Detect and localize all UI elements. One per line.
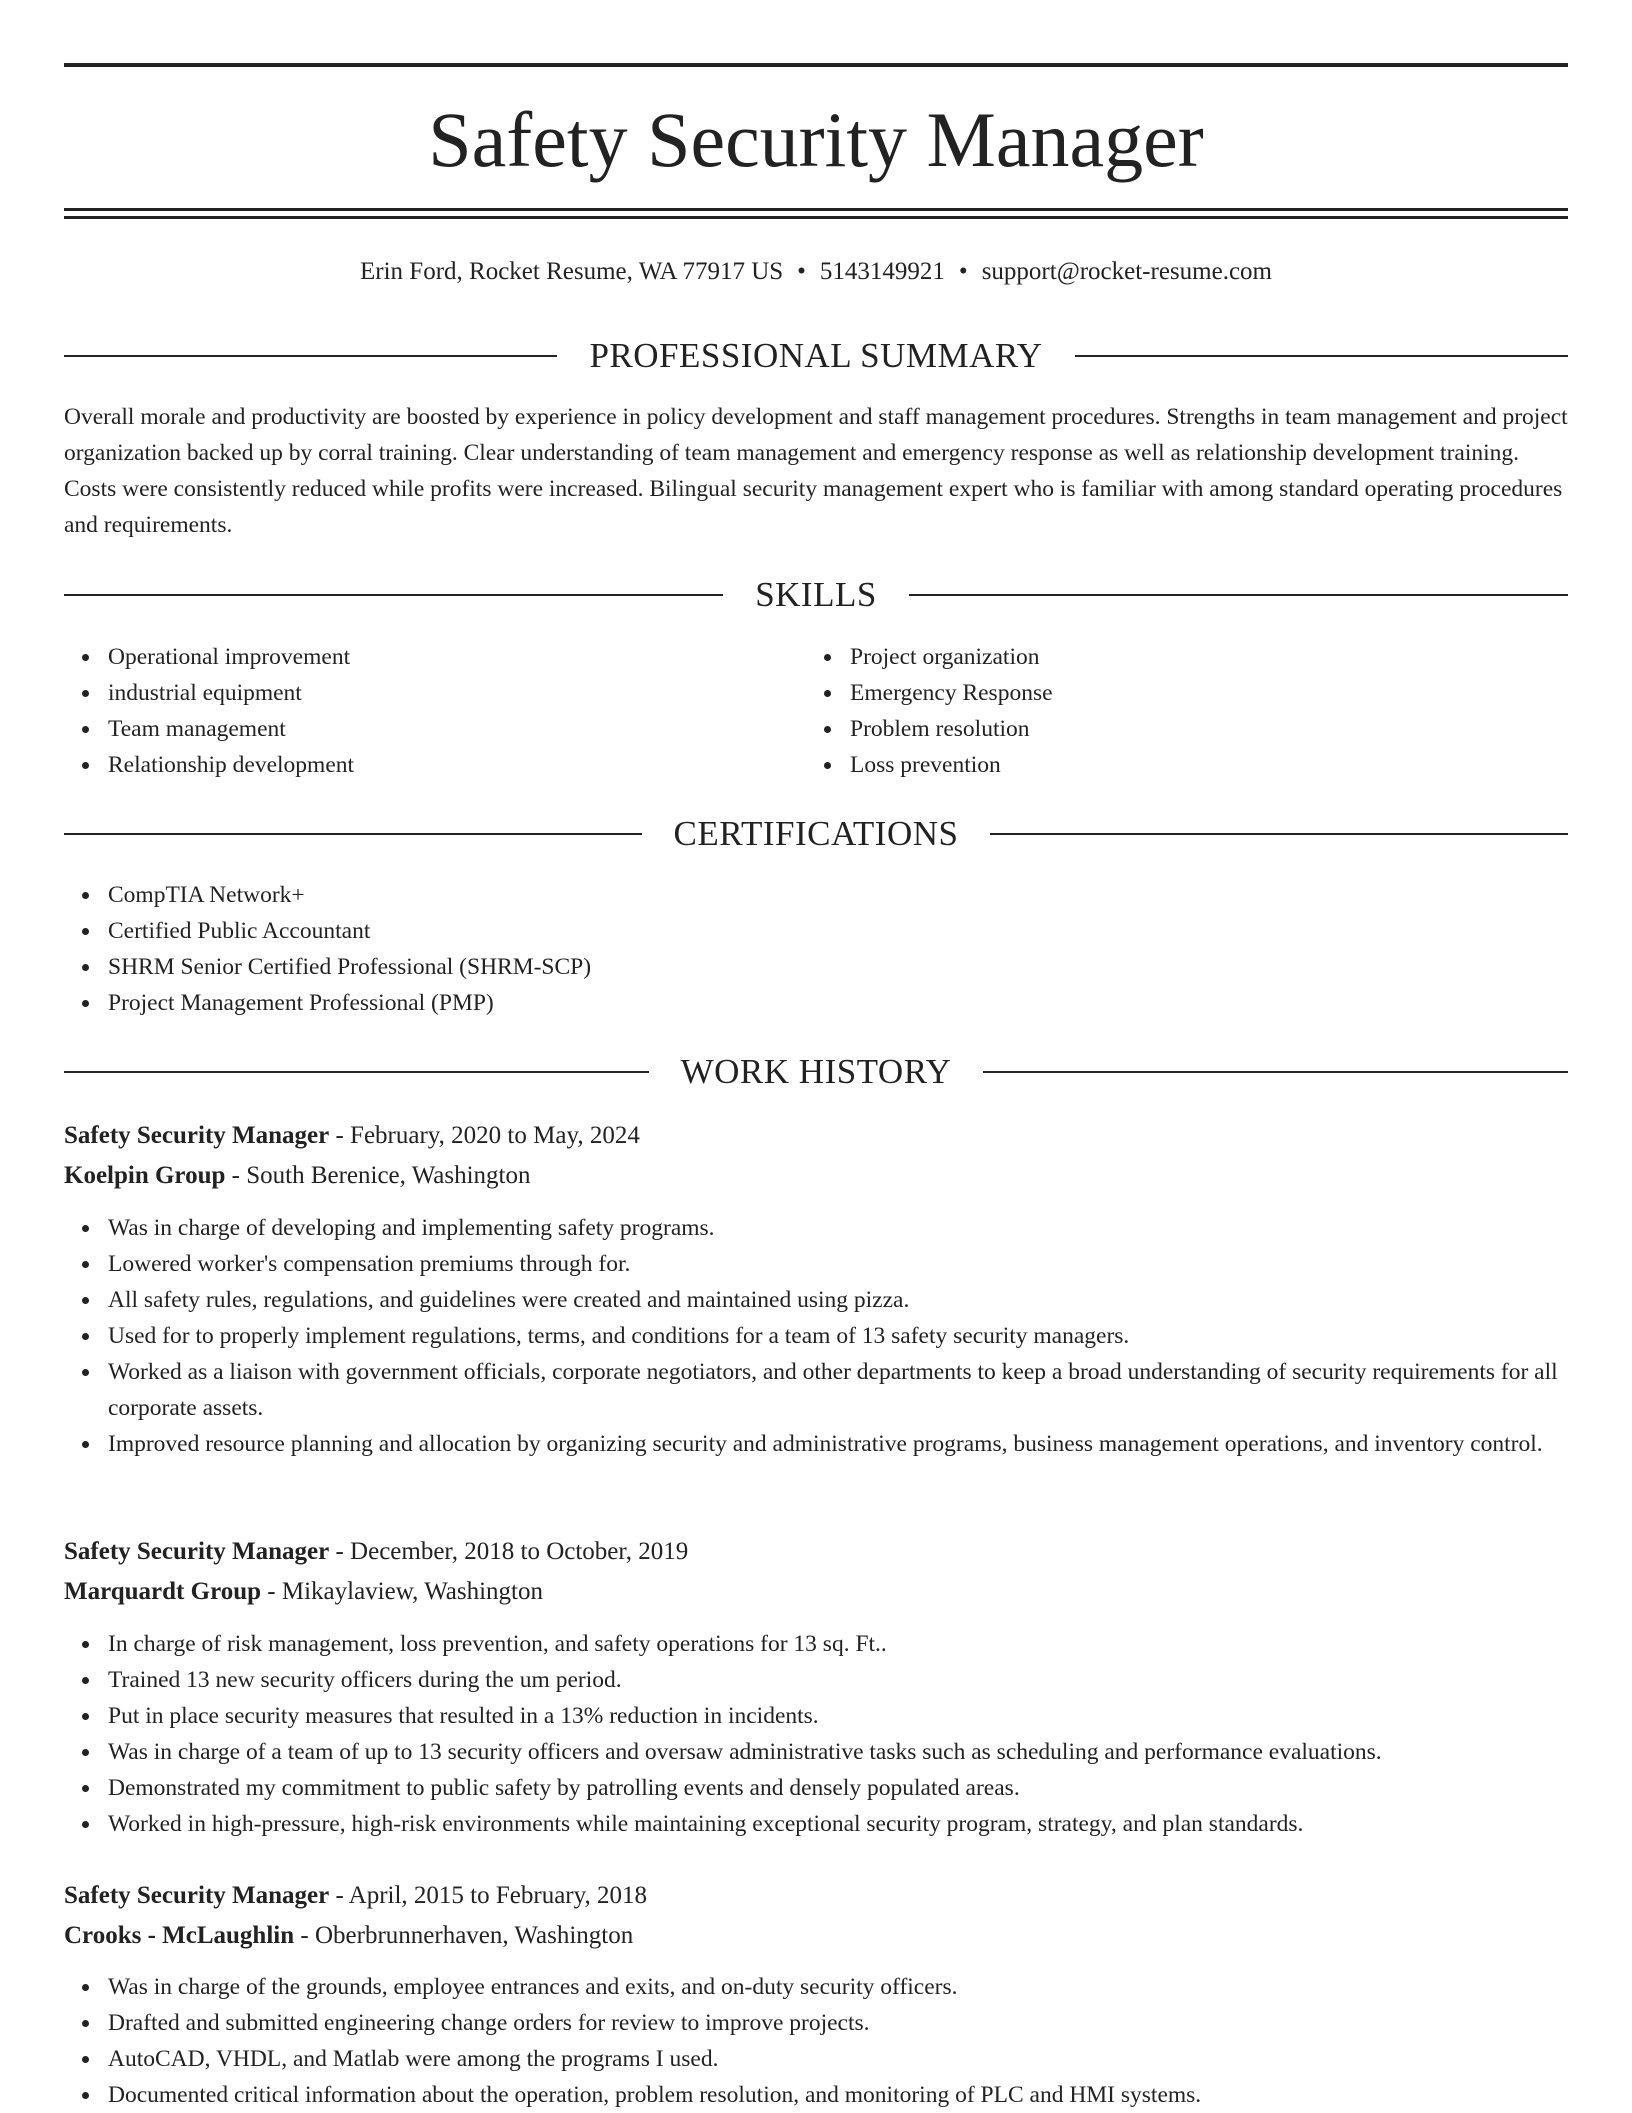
- job-bullet: Worked in high-pressure, high-risk environments while maintaining exceptional security program, strategy, and plan standards.: [108, 1806, 1568, 1842]
- job-bullet: Drafted and submitted engineering change orders for review to improve projects.: [108, 2005, 1568, 2041]
- job-company: Crooks - McLaughlin: [64, 1922, 295, 1949]
- contact-line: [64, 254, 1568, 290]
- job-company-line: [64, 1156, 1568, 1196]
- job-location: - Oberbrunnerhaven, Washington: [300, 1922, 634, 1949]
- job-title: Safety Security Manager: [64, 1122, 330, 1149]
- section-title: CERTIFICATIONS: [673, 814, 959, 853]
- job-location: - South Berenice, Washington: [231, 1162, 531, 1189]
- skill-item: Project organization: [850, 639, 1550, 675]
- job-bullets: [64, 1210, 1568, 1462]
- header-top-rule: [64, 63, 1568, 67]
- summary-text: Overall morale and productivity are boosted by experience in policy development and staff management procedures. Strengths in team management and project organization backed up by corral training. Clear understanding of team management and emergency response as well as relationship development training. Costs were consistently reduced while profits were increased. Bilingual security management expert who is familiar with among standard operating procedures and requirements.: [64, 404, 1568, 538]
- section-rule-left: [64, 355, 557, 357]
- resume-title: Safety Security Manager: [428, 96, 1204, 183]
- section-heading-work-history: [64, 1050, 1568, 1094]
- section-rule-right: [983, 1071, 1568, 1073]
- certification-item: SHRM Senior Certified Professional (SHRM-SCP): [108, 949, 1568, 985]
- skill-item: Relationship development: [108, 747, 808, 783]
- job-bullet: Lowered worker's compensation premiums through for.: [108, 1246, 1568, 1282]
- certifications-list: [64, 877, 1568, 1021]
- certification-item: Project Management Professional (PMP): [108, 985, 1568, 1021]
- certification-item: CompTIA Network+: [108, 877, 1568, 913]
- job-bullet: In charge of risk management, loss prevention, and safety operations for 13 sq. Ft..: [108, 1626, 1568, 1662]
- job-bullet: Put in place security measures that resulted in a 13% reduction in incidents.: [108, 1698, 1568, 1734]
- skill-item: Problem resolution: [850, 711, 1550, 747]
- section-heading-summary: [64, 334, 1568, 378]
- contact-phone: 5143149921: [819, 258, 945, 285]
- skill-item: Loss prevention: [850, 747, 1550, 783]
- job-company-line: [64, 1572, 1568, 1612]
- skill-item: industrial equipment: [108, 675, 808, 711]
- job-bullet: Worked as a liaison with government officials, corporate negotiators, and other departments to keep a broad understanding of security requirements for all corporate assets.: [108, 1354, 1568, 1426]
- job-bullets: [64, 1969, 1568, 2113]
- section-rule-right: [909, 594, 1568, 596]
- contact-separator: •: [958, 258, 968, 285]
- job-bullets: [64, 1626, 1568, 1842]
- job-bullet: Was in charge of a team of up to 13 security officers and oversaw administrative tasks such as scheduling and performance evaluations.: [108, 1734, 1568, 1770]
- job-company: Koelpin Group: [64, 1162, 226, 1189]
- job-title-line: [64, 1116, 1568, 1156]
- skill-item: Emergency Response: [850, 675, 1550, 711]
- job-bullet: Used for to properly implement regulations, terms, and conditions for a team of 13 safety security managers.: [108, 1318, 1568, 1354]
- contact-separator: •: [797, 258, 806, 285]
- job-company-line: [64, 1916, 1568, 1956]
- skill-item: Operational improvement: [108, 639, 808, 675]
- job-title: Safety Security Manager: [64, 1538, 330, 1565]
- section-rule-left: [64, 1071, 649, 1073]
- job-bullet: Documented critical information about the operation, problem resolution, and monitoring of PLC and HMI systems.: [108, 2077, 1568, 2113]
- job-bullet: Was in charge of the grounds, employee entrances and exits, and on-duty security officers.: [108, 1969, 1568, 2005]
- header-bottom-rule-upper: [64, 208, 1568, 211]
- job-dates: - February, 2020 to May, 2024: [335, 1122, 640, 1149]
- job-dates: - December, 2018 to October, 2019: [335, 1538, 689, 1565]
- section-rule-left: [64, 594, 723, 596]
- skill-item: Team management: [108, 711, 808, 747]
- job-company: Marquardt Group: [64, 1578, 262, 1605]
- job-title-line: [64, 1876, 1568, 1916]
- job-bullet: All safety rules, regulations, and guidelines were created and maintained using pizza.: [108, 1282, 1568, 1318]
- section-title: SKILLS: [755, 575, 877, 614]
- job-title-line: [64, 1532, 1568, 1572]
- section-rule-left: [64, 833, 642, 835]
- section-heading-certifications: [64, 812, 1568, 856]
- section-heading-skills: [64, 573, 1568, 617]
- contact-address: Erin Ford, Rocket Resume, WA 77917 US: [360, 258, 784, 285]
- certification-item: Certified Public Accountant: [108, 913, 1568, 949]
- job-location: - Mikaylaview, Washington: [267, 1578, 544, 1605]
- job-bullet: Improved resource planning and allocation by organizing security and administrative programs, business management operations, and inventory control.: [108, 1426, 1568, 1462]
- job-bullet: Was in charge of developing and implementing safety programs.: [108, 1210, 1568, 1246]
- contact-email: support@rocket-resume.com: [981, 258, 1272, 285]
- section-rule-right: [1075, 355, 1568, 357]
- job-dates: - April, 2015 to February, 2018: [335, 1882, 648, 1909]
- job-bullet: AutoCAD, VHDL, and Matlab were among the programs I used.: [108, 2041, 1568, 2077]
- section-rule-right: [990, 833, 1568, 835]
- section-title: WORK HISTORY: [680, 1052, 952, 1091]
- skills-list-left: [64, 639, 808, 783]
- header-bottom-rule-lower: [64, 216, 1568, 219]
- skills-list-right: [806, 639, 1550, 783]
- section-title: PROFESSIONAL SUMMARY: [589, 336, 1043, 375]
- job-bullet: Trained 13 new security officers during the um period.: [108, 1662, 1568, 1698]
- job-title: Safety Security Manager: [64, 1882, 330, 1909]
- job-bullet: Demonstrated my commitment to public safety by patrolling events and densely populated areas.: [108, 1770, 1568, 1806]
